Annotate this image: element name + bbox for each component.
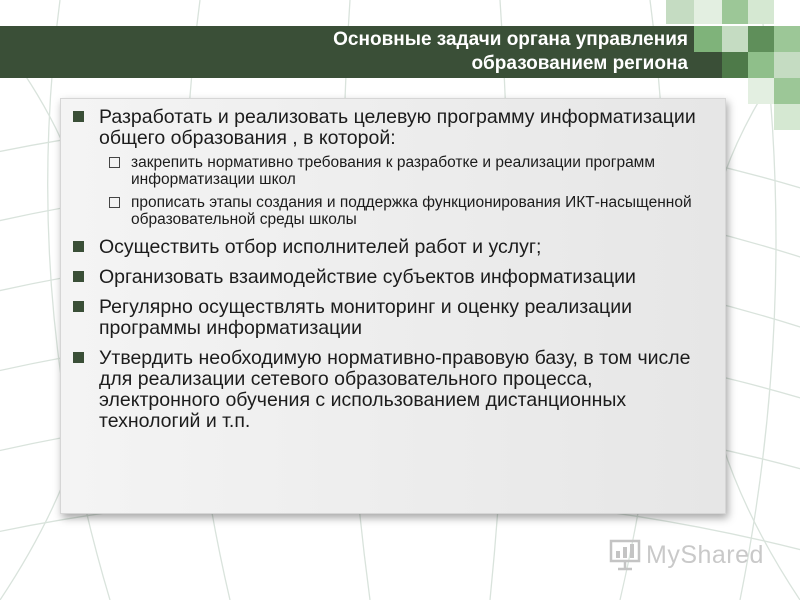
list-item <box>69 297 709 339</box>
list-item-text: Разработать и реализовать целевую программу информатизации общего образования , в которой: <box>99 106 696 149</box>
hollow-square-bullet-icon <box>109 197 120 208</box>
decor-square <box>694 26 722 52</box>
presentation-board-icon <box>608 538 642 572</box>
decor-square <box>666 0 694 24</box>
sub-list-item-text: закрепить нормативно требования к разработке и реализации программ информатизации школ <box>131 154 655 188</box>
decor-square <box>774 78 800 104</box>
watermark-logo <box>608 538 768 572</box>
slide-title-line1: Основные задачи органа управления <box>333 29 688 50</box>
square-bullet-icon <box>73 301 84 312</box>
square-bullet-icon <box>73 271 84 282</box>
decor-square <box>748 52 774 78</box>
decor-square <box>748 78 774 104</box>
content-box <box>60 98 726 514</box>
sub-list-item <box>99 154 709 188</box>
square-bullet-icon <box>73 352 84 363</box>
sub-list <box>99 154 709 228</box>
list-item-text: Осуществить отбор исполнителей работ и услуг; <box>99 236 542 258</box>
slide-title-line2: образованием региона <box>471 53 688 74</box>
decor-square <box>722 26 748 52</box>
decor-square <box>774 26 800 52</box>
hollow-square-bullet-icon <box>109 157 120 168</box>
list-item <box>69 107 709 228</box>
sub-list-item-text: прописать этапы создания и поддержка функционирования ИКТ-насыщенной образовательной среды школы <box>131 194 692 228</box>
decor-square <box>722 52 748 78</box>
decor-square <box>694 0 722 24</box>
list-item <box>69 267 709 288</box>
task-list <box>69 107 709 441</box>
decor-square <box>774 52 800 78</box>
decor-square <box>748 26 774 52</box>
sub-list-item <box>99 194 709 228</box>
decor-square <box>722 0 748 24</box>
list-item-text: Регулярно осуществлять мониторинг и оценку реализации программы информатизации <box>99 296 632 339</box>
list-item-text: Организовать взаимодействие субъектов информатизации <box>99 266 636 288</box>
watermark-text: MyShared <box>646 541 764 569</box>
slide-title <box>88 28 688 76</box>
decor-square <box>748 0 774 24</box>
list-item <box>69 237 709 258</box>
square-bullet-icon <box>73 111 84 122</box>
list-item <box>69 348 709 432</box>
square-bullet-icon <box>73 241 84 252</box>
decor-square <box>774 104 800 130</box>
list-item-text: Утвердить необходимую нормативно-правовую базу, в том числе для реализации сетевого образовательного процесса, электронного обучения с использованием дистанционных технологий и т.п. <box>99 347 691 432</box>
